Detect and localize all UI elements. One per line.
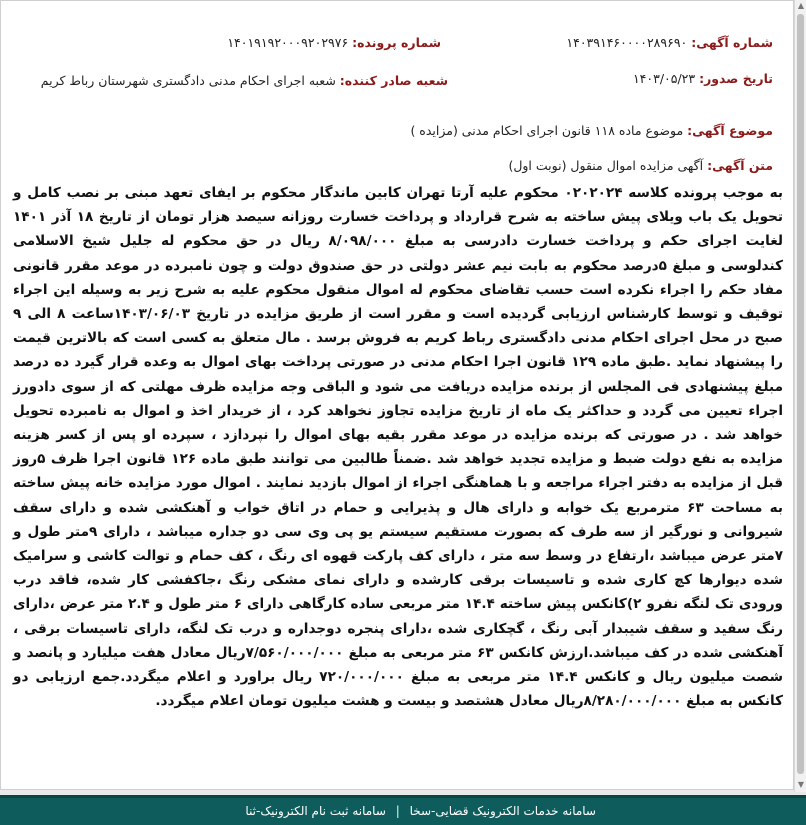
text-header [508,158,773,173]
subject-value: موضوع ماده ۱۱۸ قانون اجرای احکام مدنی (مزایده ) [410,123,684,138]
issue-date [633,71,773,86]
sana-link[interactable]: سامانه ثبت نام الکترونیک-ثنا [245,804,386,818]
scroll-down-arrow-icon[interactable]: ▼ [797,780,805,789]
footer-bar [0,795,806,825]
issuer [41,73,448,88]
issue-date-value: ۱۴۰۳/۰۵/۲۳ [632,71,696,86]
file-number-label: شماره پرونده: [352,35,441,50]
vertical-scrollbar[interactable] [794,0,806,792]
file-number [227,35,441,50]
ad-number [566,35,773,50]
subject [410,123,773,138]
issuer-value: شعبه اجرای احکام مدنی دادگستری شهرستان رباط کریم [40,73,336,88]
scroll-up-arrow-icon[interactable]: ▲ [797,1,805,10]
file-number-value: ۱۴۰۱۹۱۹۲۰۰۰۹۲۰۲۹۷۶ [227,35,349,50]
ad-number-label: شماره آگهی: [691,35,773,50]
scroll-thumb[interactable] [797,14,804,774]
issue-date-label: تاریخ صدور: [699,71,773,86]
text-header-value: آگهی مزایده اموال منقول (نوبت اول) [508,158,704,173]
sakha-link[interactable]: سامانه خدمات الکترونیک قضایی-سخا [409,804,596,818]
ad-number-value: ۱۴۰۳۹۱۴۶۰۰۰۰۲۸۹۶۹۰ [566,35,688,50]
text-header-label: متن آگهی: [707,158,773,173]
issuer-label: شعبه صادر کننده: [339,73,448,88]
notice-body: به موجب پرونده کلاسه ۰۲۰۲۰۲۴ محکوم علیه آرتا تهران کابین ماندگار محکوم بر ایفای تعهد مبنی بر نصب کامل و تحویل یک باب ویلای پیش ساخته به شرح قرارداد و پرداخت خسارت روزانه سیصد هزار تومان از تاریخ ۱۸ آذر ۱۴۰۱ لغایت اجرای حکم و پرداخت خسارت دادرسی به مبلغ ۸/۰۹۸/۰۰۰ ریال در حق محکوم له جلیل شیخ الاسلامی کندلوسی و مبلغ ۵درصد محکوم به بابت نیم عشر دولتی در حق صندوق دولت و چون نامبرده در موعد مقرر قانونی مفاد حکم را اجراء نکرده است حسب تقاضای محکوم له اموال منقول محکوم علیه به شرح زیر به وسیله این اجراء توقیف و توسط کارشناس ارزیابی گردیده است و مقرر است از طریق مزایده در تاریخ ۱۴۰۳/۰۶/۰۳ساعت ۸ الی ۹ صبح در محل اجرای احکام مدنی دادگستری رباط کریم به فروش برسد . مال متعلق به کسی است که بالاترین قیمت را پیشنهاد نماید .طبق ماده ۱۲۹ قانون اجرا احکام مدنی در صورتی پرداخت بهای اموال به وعده قرار گیرد ده درصد مبلغ پیشنهادی فی المجلس از برنده مزایده دریافت می شود و الباقی وجه مزایده ظرف مهلتی که از سوی دادورز اجراء تعیین می گردد و حداکثر یک ماه از تاریخ مزایده تجاوز نخواهد کرد ، از خریدار اخذ و اموال به نامبرده تحویل خواهد شد . در صورتی که برنده مزایده در موعد مقرر بقیه بهای اموال را نپردازد ، سپرده او پس از کسر هزینه مزایده به نفع دولت ضبط و مزایده تجدید خواهد شد .ضمناً طالبین می توانند طبق ماده ۱۲۶ قانون اجرا ظرف ۵روز قبل از مزایده به دفتر اجراء مراجعه و با هماهنگی اجراء از اموال بازدید نمایند . اموال مورد مزایده خانه پیش ساخته به مساحت ۶۳ مترمربع یک خوابه و دارای هال و پذیرایی و حمام در اتاق خواب و آهنکشی شده و دارای سقف شیروانی و نورگیر از سه طرف که بصورت مستقیم سیستم یو پی وی سی دو جداره میباشد ، دارای ۹متر طول و ۷متر عرض میباشد ،ارتفاع در وسط سه متر ، دارای کف پارکت قهوه ای رنگ ، کف حمام و توالت کاشی و سرامیک شده دیوارها کچ کاری شده و تاسیسات برقی کارشده و دارای نمای مشکی رنگ ،جاکفشی کار شده، فاقد درب ورودی تک لنگه نفرو ۲)کانکس پیش ساخته ۱۴.۴ متر مربعی ساده کارگاهی دارای ۶ متر طول و ۲.۴ متر عرض ،دارای رنگ سفید و سقف شیبدار آبی رنگ ، گچکاری شده ،دارای پنجره دوجداره و درب تک لنگه، دارای تاسیسات برقی ، آهنکشی شده در کف میباشد.ارزش کانکس ۶۳ متر مربعی به مبلغ ۷/۵۶۰/۰۰۰/۰۰۰ریال معادل هفت میلیارد و پانصد و شصت میلیون ریال و کانکس ۱۴.۴ متر مربعی به مبلغ ۷۲۰/۰۰۰/۰۰۰ ریال براورد و اعلام میگردد.جمع ارزیابی دو کانکس به مبلغ ۸/۲۸۰/۰۰۰/۰۰۰ریال معادل هشتصد و بیست و هشت میلیون تومان اعلام میگردد. [13,185,784,710]
footer-separator: | [395,804,400,818]
subject-label: موضوع آگهی: [687,123,773,138]
